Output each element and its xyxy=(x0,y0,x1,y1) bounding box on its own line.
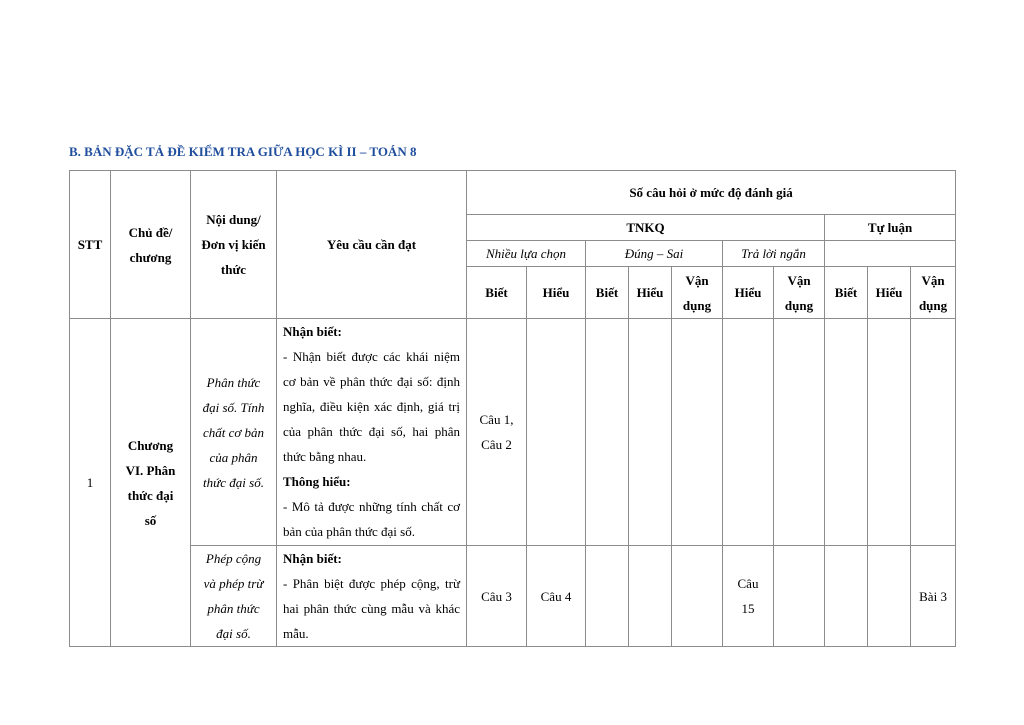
unit-1-tl-biet xyxy=(825,319,868,546)
header-tl-van-dung: Vận dụng xyxy=(911,267,956,319)
document-title: B. BẢN ĐẶC TẢ ĐỀ KIỂM TRA GIỮA HỌC KÌ II – TOÁN 8 xyxy=(69,144,417,159)
unit-1-ds-van-dung xyxy=(672,319,723,546)
unit-2-nlc-biet: Câu 3 xyxy=(467,546,527,647)
header-nhieu-lua-chon: Nhiều lựa chọn xyxy=(467,241,586,267)
unit-1-noi-dung: Phân thức đại số. Tính chất cơ bản của phân thức đại số. xyxy=(191,319,277,546)
unit-2-tl-hieu xyxy=(868,546,911,647)
header-ds-van-dung: Vận dụng xyxy=(672,267,723,319)
header-so-cau-hoi: Số câu hỏi ở mức độ đánh giá xyxy=(467,171,956,215)
header-tnkq: TNKQ xyxy=(467,215,825,241)
unit-2-ds-biet xyxy=(586,546,629,647)
header-ds-biet: Biết xyxy=(586,267,629,319)
unit-2-tln-van-dung xyxy=(774,546,825,647)
header-stt: STT xyxy=(70,171,111,319)
header-tln-van-dung: Vận dụng xyxy=(774,267,825,319)
row-stt: 1 xyxy=(70,319,111,647)
row-chu-de: Chương VI. Phân thức đại số xyxy=(111,319,191,647)
unit-1-nlc-biet: Câu 1, Câu 2 xyxy=(467,319,527,546)
unit-1-tln-hieu xyxy=(723,319,774,546)
header-ds-hieu: Hiểu xyxy=(629,267,672,319)
header-nlc-biet: Biết xyxy=(467,267,527,319)
unit-2-noi-dung: Phép cộng và phép trừ phân thức đại số. xyxy=(191,546,277,647)
unit-1-nlc-hieu xyxy=(527,319,586,546)
unit-1-tln-van-dung xyxy=(774,319,825,546)
specification-table xyxy=(69,170,956,647)
unit-2-tln-hieu: Câu 15 xyxy=(723,546,774,647)
unit-2-ds-van-dung xyxy=(672,546,723,647)
unit-2-ds-hieu xyxy=(629,546,672,647)
header-tra-loi-ngan: Trả lời ngắn xyxy=(723,241,825,267)
unit-1-ds-hieu xyxy=(629,319,672,546)
unit-2-nlc-hieu: Câu 4 xyxy=(527,546,586,647)
header-tl-biet: Biết xyxy=(825,267,868,319)
header-tl-hieu: Hiểu xyxy=(868,267,911,319)
header-tu-luan-blank xyxy=(825,241,956,267)
header-chu-de: Chủ đề/ chương xyxy=(111,171,191,319)
unit-1-ds-biet xyxy=(586,319,629,546)
header-yeu-cau: Yêu cầu cần đạt xyxy=(277,171,467,319)
unit-1-tl-van-dung xyxy=(911,319,956,546)
unit-2-tl-biet xyxy=(825,546,868,647)
header-dung-sai: Đúng – Sai xyxy=(586,241,723,267)
unit-1-yeu-cau: Nhận biết: - Nhận biết được các khái niệm cơ bản về phân thức đại số: định nghĩa, điều kiện xác định, giá trị của phân thức đại số, hai phân thức bằng nhau. Thông hiểu: - Mô tả được những tính chất cơ bản của phân thức đại số. xyxy=(277,319,467,546)
unit-2-yeu-cau: Nhận biết: - Phân biệt được phép cộng, trừ hai phân thức cùng mẫu và khác mẫu. xyxy=(277,546,467,647)
unit-2-tl-van-dung: Bài 3 xyxy=(911,546,956,647)
header-nlc-hieu: Hiểu xyxy=(527,267,586,319)
unit-1-tl-hieu xyxy=(868,319,911,546)
header-tln-hieu: Hiểu xyxy=(723,267,774,319)
header-tu-luan: Tự luận xyxy=(825,215,956,241)
header-noi-dung: Nội dung/ Đơn vị kiến thức xyxy=(191,171,277,319)
